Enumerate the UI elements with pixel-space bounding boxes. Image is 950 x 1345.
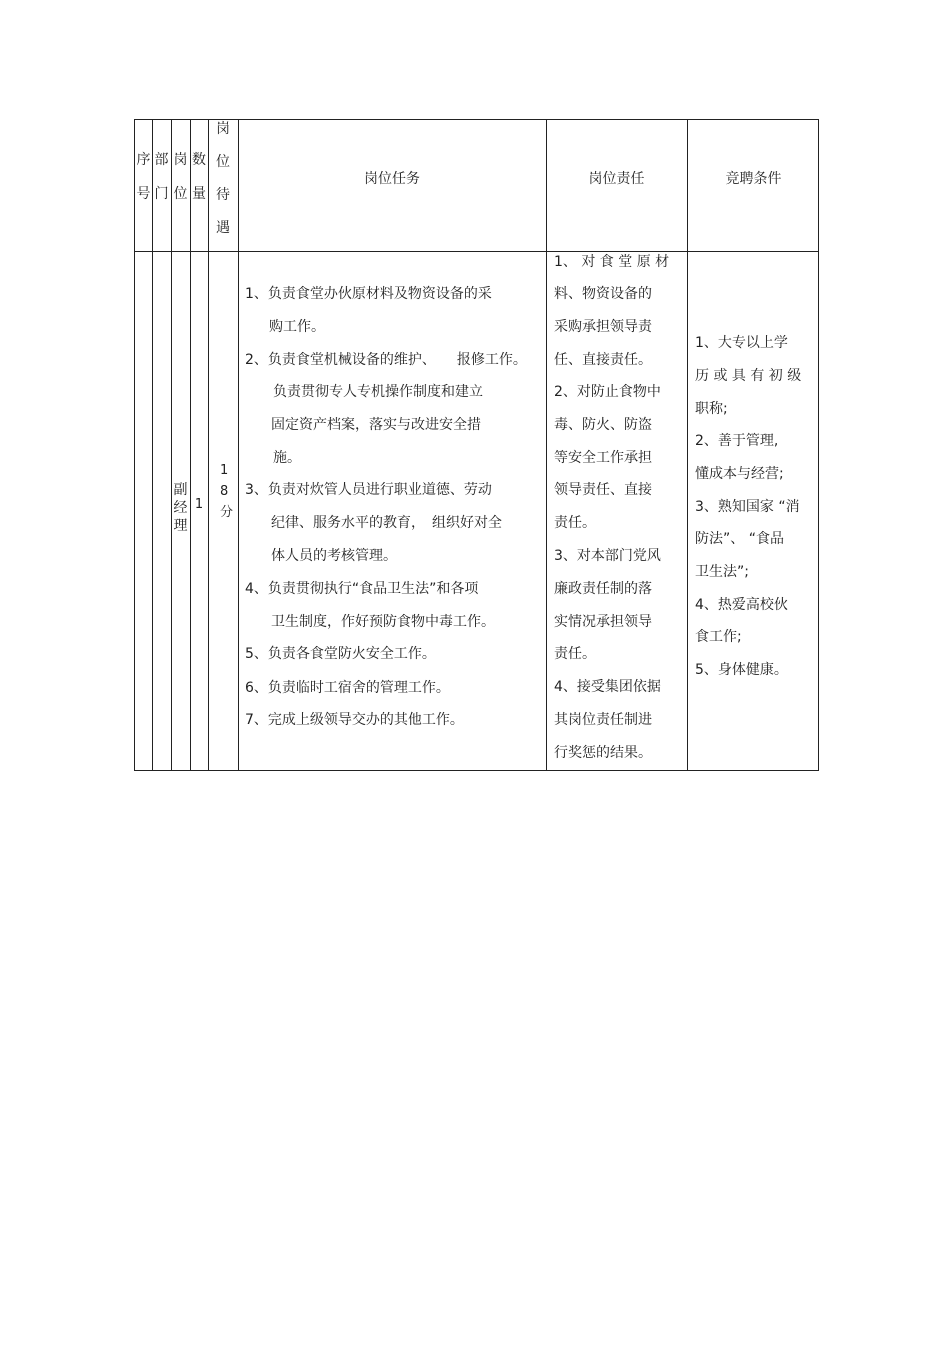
task-line: 7、完成上级领导交办的其他工作。 — [245, 712, 464, 728]
cell-treatment-char: 8 — [220, 484, 229, 499]
header-treatment-char: 位 — [216, 154, 230, 170]
duty-line: 实情况承担领导 — [554, 614, 652, 630]
job-table — [134, 119, 819, 771]
header-treatment — [208, 122, 238, 235]
task-line: 5、负责各食堂防火安全工作。 — [245, 646, 436, 662]
header-dept-char: 部 — [154, 152, 169, 168]
cell-count: 1 — [194, 497, 204, 512]
duty-line: 廉政责任制的落 — [554, 581, 652, 597]
header-count — [190, 153, 208, 201]
task-line: 卫生制度，作好预防食物中毒工作。 — [271, 614, 495, 630]
col-divider — [190, 120, 191, 770]
duty-line: 领导责任、直接 — [554, 482, 652, 498]
header-conditions: 竞聘条件 — [725, 171, 782, 187]
header-treatment-char: 遇 — [216, 220, 230, 236]
condition-line: 5、身体健康。 — [695, 662, 788, 678]
task-line: 固定资产档案，落实与改进安全措 — [271, 417, 481, 433]
header-treatment-char: 待 — [216, 187, 230, 203]
duty-line: 行奖惩的结果。 — [554, 745, 652, 761]
condition-line: 职称; — [695, 401, 728, 417]
duty-line: 责任。 — [554, 515, 596, 531]
task-line: 纪律、服务水平的教育， 组织好对全 — [271, 515, 502, 531]
duty-line: 等安全工作承担 — [554, 450, 652, 466]
duty-line: 2、对防止食物中 — [554, 384, 661, 400]
cell-treatment-char: 分 — [220, 505, 234, 520]
duty-line: 采购承担领导责 — [554, 319, 652, 335]
cell-post-char: 经 — [173, 500, 188, 516]
cell-post — [171, 483, 190, 533]
header-treatment-char: 岗 — [216, 121, 230, 137]
duty-line: 任、直接责任。 — [554, 352, 652, 368]
condition-line: 历 或 具 有 初 级 — [695, 368, 802, 384]
duty-line: 责任。 — [554, 646, 596, 662]
condition-line: 2、善于管理, — [695, 433, 779, 449]
header-count-char: 数 — [192, 152, 206, 168]
header-dept — [152, 153, 171, 201]
condition-line: 3、熟知国家 “消 — [695, 499, 800, 515]
task-line: 负责贯彻专人专机操作制度和建立 — [273, 384, 483, 400]
duty-line: 其岗位责任制进 — [554, 712, 652, 728]
duty-line: 3、对本部门党风 — [554, 548, 661, 564]
duty-line: 料、物资设备的 — [554, 286, 652, 302]
header-tasks: 岗位任务 — [364, 171, 420, 187]
task-line: 2、负责食堂机械设备的维护、 报修工作。 — [245, 352, 527, 368]
task-line: 4、负责贯彻执行“食品卫生法”和各项 — [245, 581, 479, 597]
task-line: 购工作。 — [269, 319, 325, 335]
cell-treatment-char: 1 — [220, 463, 229, 478]
col-divider — [546, 120, 547, 770]
col-divider — [687, 120, 688, 770]
task-line: 6、负责临时工宿舍的管理工作。 — [245, 680, 450, 696]
condition-line: 1、大专以上学 — [695, 335, 788, 351]
condition-line: 懂成本与经营; — [695, 466, 784, 482]
task-line: 1、负责食堂办伙原材料及物资设备的采 — [245, 286, 492, 302]
header-seq-char: 序 — [136, 152, 151, 168]
cell-treatment — [220, 464, 238, 519]
col-divider — [238, 120, 239, 770]
header-seq-char: 号 — [136, 186, 151, 202]
header-post-char: 岗 — [173, 152, 188, 168]
header-seq — [135, 153, 152, 201]
header-duties: 岗位责任 — [588, 171, 645, 187]
duty-line: 4、接受集团依据 — [554, 679, 661, 695]
task-line: 体人员的考核管理。 — [271, 548, 397, 564]
condition-line: 食工作; — [695, 629, 742, 645]
header-dept-char: 门 — [154, 186, 169, 202]
duty-line: 毒、防火、防盗 — [554, 417, 652, 433]
col-divider — [152, 120, 153, 770]
condition-line: 4、热爱高校伙 — [695, 597, 788, 613]
duty-line: 1、 对 食 堂 原 材 — [554, 254, 670, 270]
header-post-char: 位 — [173, 186, 188, 202]
cell-post-char: 副 — [173, 482, 188, 498]
task-line: 3、负责对炊管人员进行职业道德、劳动 — [245, 482, 492, 498]
condition-line: 防法”、 “食品 — [695, 531, 784, 547]
condition-line: 卫生法”; — [695, 564, 749, 580]
header-count-char: 量 — [192, 186, 206, 202]
header-divider — [135, 251, 818, 252]
header-post — [171, 153, 190, 201]
col-divider — [171, 120, 172, 770]
cell-post-char: 理 — [173, 518, 188, 534]
task-line: 施。 — [273, 450, 301, 466]
